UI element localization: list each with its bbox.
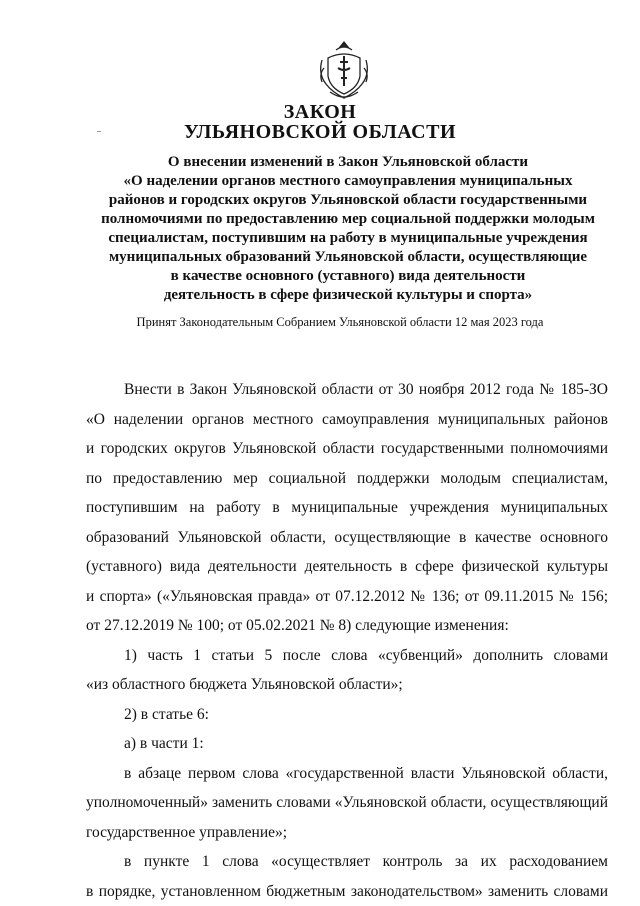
body-line: в порядке, установленном бюджетным законодательством» заменить словами <box>86 877 608 906</box>
body-line: в пункте 1 слова «осуществляет контроль за их расходованием <box>86 847 608 877</box>
subject-line: О внесении изменений в Закон Ульяновской области <box>78 153 618 172</box>
body-line: и городских округов Ульяновской области государственными полномочиями <box>86 434 608 464</box>
body-line: 2) в статье 6: <box>86 700 608 730</box>
subject-line: «О наделении органов местного самоуправления муниципальных <box>78 172 618 191</box>
body-line: (уставного) вида деятельности деятельность в сфере физической культуры <box>86 552 608 582</box>
body-line: а) в части 1: <box>86 729 608 759</box>
body-line: 1) часть 1 статьи 5 после слова «субвенций» дополнить словами <box>86 641 608 671</box>
body-line: и спорта» («Ульяновская правда» от 07.12.2012 № 136; от 09.11.2015 № 156; <box>86 582 608 612</box>
body-line: поступившим на работу в муниципальные учреждения муниципальных <box>86 493 608 523</box>
region-title: УЛЬЯНОВСКОЙ ОБЛАСТИ <box>0 121 640 144</box>
law-body <box>86 375 608 906</box>
subject-line: специалистам, поступившим на работу в муниципальные учреждения <box>78 229 618 248</box>
body-line: по предоставлению мер социальной поддержки молодым специалистам, <box>86 464 608 494</box>
body-line: от 27.12.2019 № 100; от 05.02.2021 № 8) следующие изменения: <box>86 611 608 641</box>
body-line: государственное управление»; <box>86 818 608 848</box>
body-line: в абзаце первом слова «государственной власти Ульяновской области, <box>86 759 608 789</box>
body-line: образований Ульяновской области, осуществляющие в качестве основного <box>86 523 608 553</box>
law-subject <box>78 153 618 305</box>
coat-of-arms-icon <box>314 38 374 104</box>
body-line: Внести в Закон Ульяновской области от 30 ноября 2012 года № 185-ЗО <box>86 375 608 405</box>
body-line: уполномоченный» заменить словами «Ульяновской области, осуществляющий <box>86 788 608 818</box>
subject-line: в качестве основного (уставного) вида деятельности <box>78 267 618 286</box>
adoption-note: Принят Законодательным Собранием Ульяновской области 12 мая 2023 года <box>0 315 640 330</box>
body-line: «из областного бюджета Ульяновской области»; <box>86 670 608 700</box>
body-line: «О наделении органов местного самоуправления муниципальных районов <box>86 405 608 435</box>
document-type-title: ЗАКОН <box>0 101 640 124</box>
subject-line: деятельность в сфере физической культуры и спорта» <box>78 286 618 305</box>
subject-line: районов и городских округов Ульяновской области государственными <box>78 191 618 210</box>
subject-line: муниципальных образований Ульяновской области, осуществляющие <box>78 248 618 267</box>
subject-line: полномочиями по предоставлению мер социальной поддержки молодым <box>78 210 618 229</box>
